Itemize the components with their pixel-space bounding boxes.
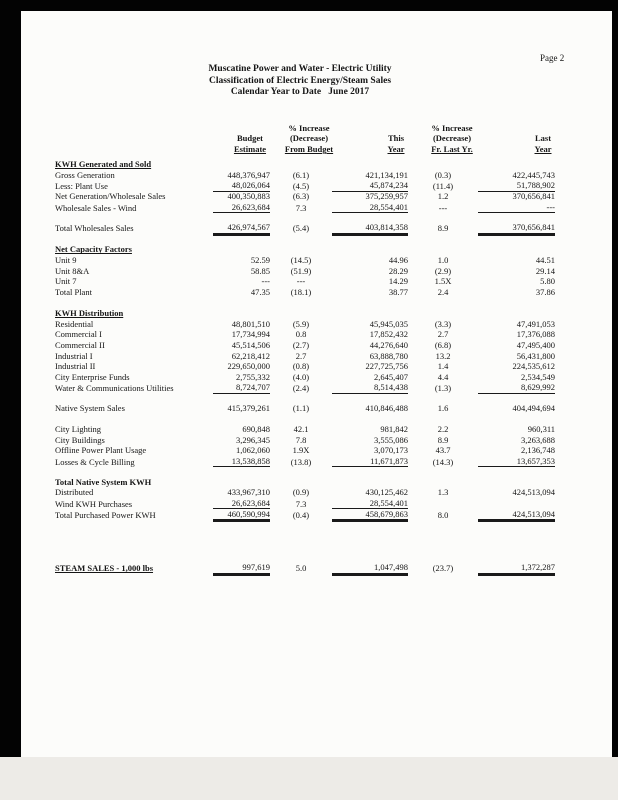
row-value: (6.8) (434, 339, 452, 350)
row-label: Distributed (55, 487, 94, 498)
report-title-block (80, 64, 520, 99)
section-header-row (55, 244, 557, 255)
row-value: 1.6 (437, 403, 449, 414)
table-row (55, 202, 557, 213)
table-row (55, 498, 557, 509)
row-label: Less: Plant Use (55, 181, 108, 192)
row-value: (14.5) (290, 255, 312, 266)
row-value: 29.14 (535, 265, 555, 276)
table-row (55, 318, 557, 329)
row-value: 424,513,094 (512, 487, 555, 498)
row-value: (0.9) (292, 487, 310, 498)
row-value: --- (296, 276, 306, 287)
row-value: 1.3 (437, 487, 449, 498)
row-value: 17,376,088 (516, 329, 555, 340)
row-label: Wind KWH Purchases (55, 498, 133, 509)
row-value: (18.1) (290, 287, 312, 298)
row-label: Commercial II (55, 339, 105, 350)
row-value: 1.2 (437, 191, 449, 202)
column-header-line: % Increase (431, 122, 473, 133)
row-value: 960,311 (527, 424, 555, 435)
row-value: 4.4 (437, 371, 449, 382)
row-value: 7.3 (295, 498, 307, 509)
row-value: 8.9 (437, 223, 449, 234)
row-value: 2.4 (437, 287, 449, 298)
row-value: 45,514,506 (231, 339, 270, 350)
scan-edge-bottom (0, 757, 618, 800)
row-label: Total Plant (55, 287, 92, 298)
table-row (55, 361, 557, 372)
row-value: (13.8) (290, 456, 312, 467)
row-value: 229,650,000 (227, 361, 270, 372)
column-header-line: Budget (237, 133, 263, 144)
row-value: (14.3) (432, 456, 454, 467)
table-row (55, 329, 557, 340)
row-value: 430,125,462 (365, 487, 408, 498)
row-value: (3.3) (434, 318, 452, 329)
table-row (55, 424, 557, 435)
row-value: (2.9) (434, 265, 452, 276)
row-value: 37.86 (535, 287, 555, 298)
row-value: 227,725,756 (365, 361, 408, 372)
row-value: 44.96 (388, 255, 408, 266)
row-value: 424,513,094 (478, 509, 555, 520)
report-table-body (55, 159, 557, 573)
row-label: Residential (55, 318, 94, 329)
table-row (55, 372, 557, 383)
row-value: 224,535,612 (512, 361, 555, 372)
row-value: 28.29 (388, 265, 408, 276)
row-value: 370,656,841 (512, 191, 555, 202)
row-value: (6.3) (292, 191, 310, 202)
row-value: 17,852,432 (369, 329, 408, 340)
row-value: 11,671,873 (332, 456, 408, 467)
row-value: (1.1) (292, 403, 310, 414)
row-value: 1,047,498 (332, 562, 408, 573)
row-value: 400,350,883 (227, 191, 270, 202)
row-value: (1.3) (434, 383, 452, 394)
row-value: 2.2 (437, 424, 449, 435)
column-header-last_year (503, 133, 583, 155)
report-title-line3: Calendar Year to Date June 2017 (230, 87, 370, 97)
row-value: 1,062,060 (236, 445, 270, 456)
row-value: (4.5) (292, 181, 310, 192)
row-value: 58.85 (250, 265, 270, 276)
table-row (55, 255, 557, 266)
row-label: Wholesale Sales - Wind (55, 202, 137, 213)
row-value: 3,296,345 (236, 434, 270, 445)
row-value: 8.9 (437, 434, 449, 445)
row-value: 48,801,510 (231, 318, 270, 329)
row-value: 17,734,994 (231, 329, 270, 340)
row-value: 47,495,400 (516, 339, 555, 350)
row-value: 5.0 (295, 563, 307, 574)
row-label: KWH Distribution (55, 307, 124, 318)
row-value: (5.9) (292, 318, 310, 329)
column-header-line: Year (534, 144, 552, 155)
row-value: (5.4) (292, 223, 310, 234)
column-header-line: (Decrease) (289, 133, 329, 144)
row-value: 426,974,567 (213, 222, 270, 233)
row-value: 2,534,549 (521, 371, 555, 382)
row-label: City Enterprise Funds (55, 371, 130, 382)
row-value: 422,445,743 (512, 169, 555, 180)
column-header-line: Year (387, 144, 405, 155)
table-row (55, 266, 557, 277)
row-value: 0.8 (295, 329, 307, 340)
section-header-row (55, 477, 557, 488)
row-value: 2,755,332 (236, 371, 270, 382)
row-value: 8,724,707 (213, 382, 270, 393)
row-label: Native System Sales (55, 403, 125, 414)
column-header-pct_budget (264, 123, 354, 155)
row-label: Losses & Cycle Billing (55, 456, 135, 467)
column-header-line: Estimate (233, 144, 267, 155)
row-value: 14.29 (388, 276, 408, 287)
report-title-line1: Muscatine Power and Water - Electric Utility (208, 64, 392, 74)
row-value: (4.0) (292, 371, 310, 382)
row-value: 2,645,407 (374, 371, 408, 382)
row-value: 3,070,173 (374, 445, 408, 456)
column-header-line: Last (534, 133, 552, 144)
row-value: 7.3 (295, 202, 307, 213)
row-value: 448,376,947 (227, 169, 270, 180)
row-value: --- (478, 202, 555, 213)
row-value: 62,218,412 (231, 350, 270, 361)
row-label: Offline Power Plant Usage (55, 445, 147, 456)
row-label: Gross Generation (55, 169, 115, 180)
table-row (55, 287, 557, 298)
row-value: 421,134,191 (365, 169, 408, 180)
row-value: 403,814,358 (332, 222, 408, 233)
row-value: 13.2 (435, 350, 451, 361)
row-label: Industrial I (55, 350, 93, 361)
row-value: 3,555,086 (374, 434, 408, 445)
row-value: 1.0 (437, 255, 449, 266)
row-value: 47,491,053 (516, 318, 555, 329)
row-value: 8.0 (437, 509, 449, 520)
row-value: 458,679,863 (332, 509, 408, 520)
table-row (55, 180, 557, 191)
column-header-line: This (387, 133, 405, 144)
row-value: 8,514,438 (332, 382, 408, 393)
row-value: 981,842 (380, 424, 408, 435)
row-value: 8,629,992 (478, 382, 555, 393)
row-value: 1.4 (437, 361, 449, 372)
row-value: (6.1) (292, 169, 310, 180)
table-row (55, 509, 557, 520)
row-label: Total Native System KWH (55, 476, 152, 487)
row-value: 52.59 (250, 255, 270, 266)
table-row (55, 382, 557, 393)
row-value: (0.4) (292, 509, 310, 520)
row-value: 3,263,688 (521, 434, 555, 445)
row-value: 375,259,957 (365, 191, 408, 202)
row-value: 38.77 (388, 287, 408, 298)
row-value: --- (261, 276, 270, 287)
row-label: City Buildings (55, 434, 105, 445)
row-value: 2,136,748 (521, 445, 555, 456)
column-headers (0, 120, 618, 155)
row-value: 2.7 (437, 329, 449, 340)
row-label: Total Purchased Power KWH (55, 509, 156, 520)
column-header-line: % Increase (288, 122, 330, 133)
row-label: Unit 9 (55, 255, 77, 266)
row-label: Unit 7 (55, 276, 77, 287)
table-row (55, 191, 557, 202)
row-value: 51,788,902 (478, 180, 555, 191)
row-value: 45,874,234 (332, 180, 408, 191)
row-label: City Lighting (55, 424, 102, 435)
row-value: 56,431,800 (516, 350, 555, 361)
row-value: (2.7) (292, 339, 310, 350)
row-label: Total Wholesales Sales (55, 223, 134, 234)
table-row (55, 434, 557, 445)
table-row (55, 487, 557, 498)
row-label: Net Capacity Factors (55, 244, 132, 255)
row-value: (2.4) (292, 383, 310, 394)
row-value: 5.80 (540, 276, 555, 287)
row-value: 1.9X (292, 445, 310, 456)
row-value: 48,026,064 (213, 180, 270, 191)
row-value: 410,846,488 (365, 403, 408, 414)
column-header-line: From Budget (284, 144, 334, 155)
row-value: 415,379,261 (227, 403, 270, 414)
table-row (55, 222, 557, 233)
row-value: 26,623,684 (213, 202, 270, 213)
row-value: 26,623,684 (213, 498, 270, 509)
column-header-line: (Decrease) (432, 133, 472, 144)
row-value: 43.7 (435, 445, 451, 456)
scan-edge-right (612, 0, 618, 757)
table-row (55, 403, 557, 414)
row-value: 13,538,858 (213, 456, 270, 467)
row-label: STEAM SALES - 1,000 lbs (55, 563, 154, 574)
row-value: 42.1 (293, 424, 309, 435)
scan-edge-left (0, 0, 21, 757)
row-label: Water & Communications Utilities (55, 383, 174, 394)
table-row (55, 445, 557, 456)
column-header-line: Fr. Last Yr. (431, 144, 473, 155)
row-value: 13,657,353 (478, 456, 555, 467)
row-value: 404,494,694 (512, 403, 555, 414)
row-value: 370,656,841 (478, 222, 555, 233)
table-row (55, 276, 557, 287)
table-row (55, 456, 557, 467)
table-row (55, 340, 557, 351)
row-label: Net Generation/Wholesale Sales (55, 191, 166, 202)
table-row (55, 562, 557, 573)
row-value: 1.5X (434, 276, 452, 287)
scan-edge-top (0, 0, 618, 11)
row-value: 28,554,401 (332, 498, 408, 509)
section-header-row (55, 159, 557, 170)
row-value: 63,888,780 (369, 350, 408, 361)
row-value: 1,372,287 (478, 562, 555, 573)
row-value: (23.7) (432, 563, 454, 574)
row-value: 28,554,401 (332, 202, 408, 213)
row-label: Commercial I (55, 329, 102, 340)
row-label: Industrial II (55, 361, 96, 372)
table-row (55, 350, 557, 361)
row-value: 44.51 (535, 255, 555, 266)
table-row (55, 170, 557, 181)
row-value: (0.8) (292, 361, 310, 372)
report-title-line2: Classification of Electric Energy/Steam Sales (208, 75, 392, 86)
row-value: 460,590,994 (213, 509, 270, 520)
row-value: (11.4) (432, 181, 454, 192)
row-value: 47.35 (250, 287, 270, 298)
row-value: 45,945,035 (369, 318, 408, 329)
row-value: 44,276,640 (369, 339, 408, 350)
row-value: 690,848 (242, 424, 270, 435)
row-value: 2.7 (295, 350, 307, 361)
row-value: (51.9) (290, 265, 312, 276)
row-value: 433,967,310 (227, 487, 270, 498)
section-header-row (55, 308, 557, 319)
row-label: KWH Generated and Sold (55, 159, 152, 170)
page-number: Page 2 (540, 53, 565, 63)
row-value: 7.8 (295, 434, 307, 445)
row-label: Unit 8&A (55, 265, 90, 276)
column-header-pct_last (407, 123, 497, 155)
row-value: --- (438, 202, 448, 213)
row-value: (0.3) (434, 169, 452, 180)
row-value: 997,619 (213, 562, 270, 573)
